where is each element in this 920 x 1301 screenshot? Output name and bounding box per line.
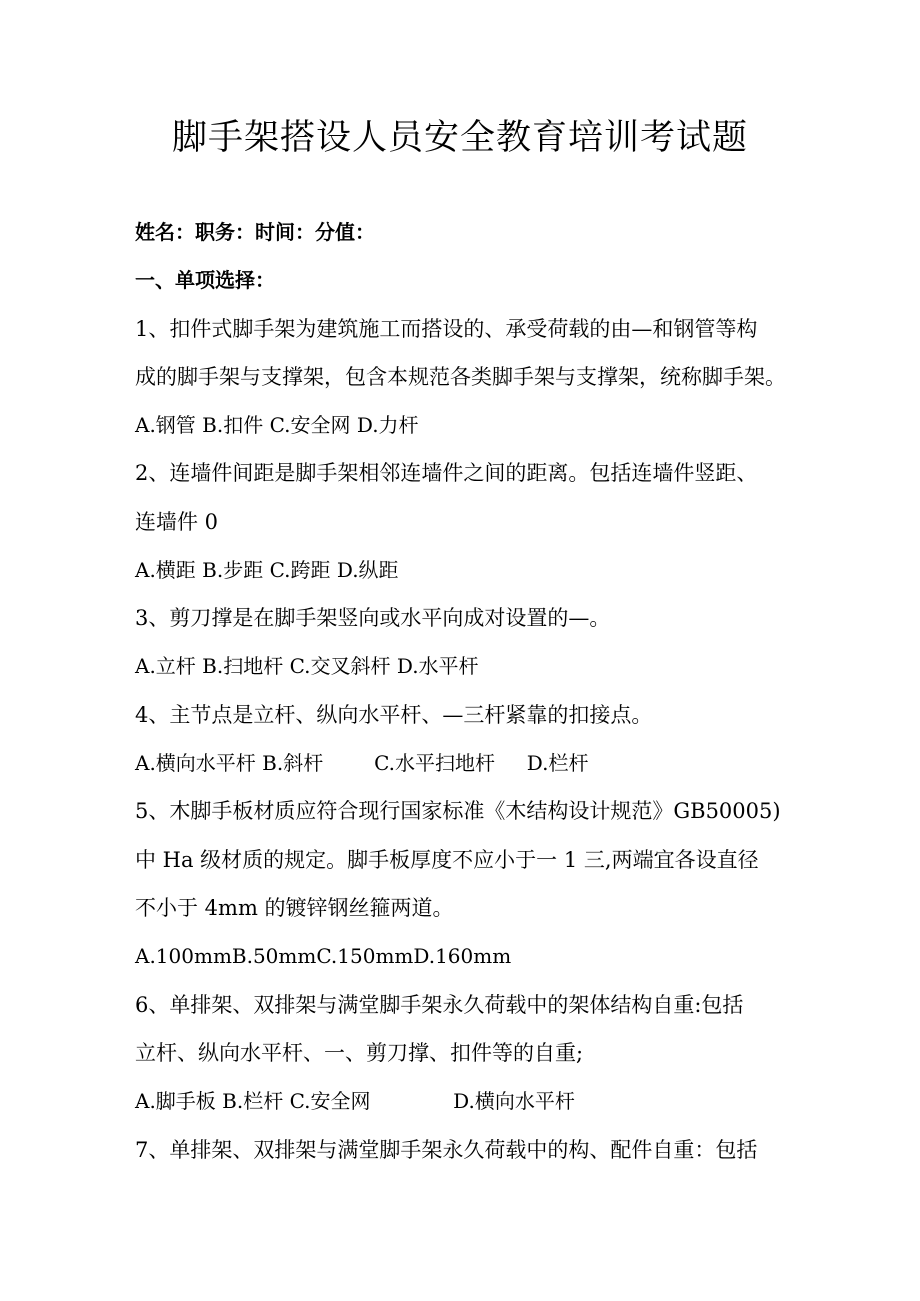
question-line: 3、剪刀撑是在脚手架竖向或水平向成对设置的—。: [135, 606, 611, 630]
question-line: 成的脚手架与支撑架，包含本规范各类脚手架与支撑架，统称脚手架。: [135, 365, 786, 389]
answer-options: A.100mmB.50mmC.150mmD.160mm: [135, 944, 512, 968]
question-line: 4、主节点是立杆、纵向水平杆、—三杆紧靠的扣接点。: [135, 703, 653, 727]
document-title: 脚手架搭设人员安全教育培训考试题: [171, 118, 748, 158]
question-line: 7、单排架、双排架与满堂脚手架永久荷载中的构、配件自重：包括: [135, 1138, 758, 1162]
question-line: 5、木脚手板材质应符合现行国家标准《木结构设计规范》GB50005): [135, 799, 781, 823]
question-line: 6、单排架、双排架与满堂脚手架永久荷载中的架体结构自重:包括: [135, 993, 744, 1017]
question-line: 2、连墙件间距是脚手架相邻连墙件之间的距离。包括连墙件竖距、: [135, 461, 758, 485]
answer-options: A.横距 B.步距 C.跨距 D.纵距: [135, 558, 399, 582]
question-line: 立杆、纵向水平杆、一、剪刀撑、扣件等的自重;: [135, 1041, 584, 1065]
answer-options: A.横向水平杆 B.斜杆 C.水平扫地杆 D.栏杆: [135, 751, 589, 775]
question-line: 连墙件 0: [135, 510, 219, 534]
answer-options: A.立杆 B.扫地杆 C.交叉斜杆 D.水平杆: [135, 654, 479, 678]
header-fields: 姓名：职务：时间：分值：: [135, 220, 375, 244]
answer-options: A.脚手板 B.栏杆 C.安全网 D.横向水平杆: [135, 1089, 575, 1113]
question-line: 中 Ha 级材质的规定。脚手板厚度不应小于一 1 三,两端宜各设直径: [135, 848, 759, 872]
section-heading-single-choice: 一、单项选择：: [135, 268, 275, 292]
question-line: 不小于 4mm 的镀锌钢丝箍两道。: [135, 896, 454, 920]
question-line: 1、扣件式脚手架为建筑施工而搭设的、承受荷载的由—和钢管等构: [135, 317, 758, 341]
answer-options: A.钢管 B.扣件 C.安全网 D.力杆: [135, 413, 419, 437]
